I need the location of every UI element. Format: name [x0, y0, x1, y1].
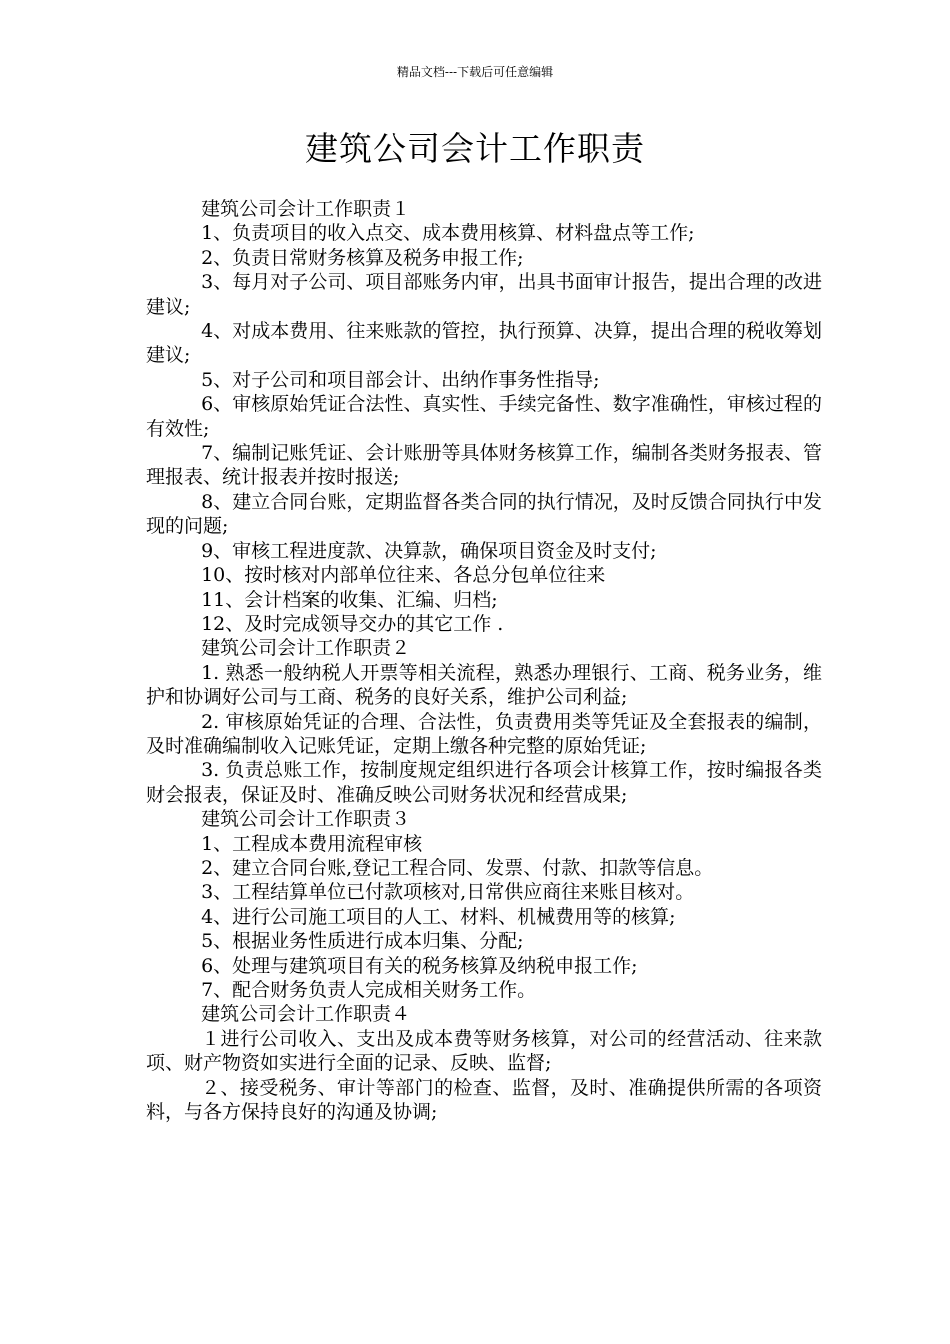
duty-item: ２、接受税务、审计等部门的检查、监督，及时、准确提供所需的各项资料，与各方保持良好的沟通及协调;	[146, 1076, 822, 1124]
duty-item: 1. 熟悉一般纳税人开票等相关流程，熟悉办理银行、工商、税务业务，维护和协调好公司与工商、税务的良好关系，维护公司利益;	[146, 661, 822, 709]
section-heading: 建筑公司会计工作职责２	[201, 637, 411, 660]
document-title: 建筑公司会计工作职责	[305, 129, 645, 168]
section-heading: 建筑公司会计工作职责１	[201, 198, 411, 220]
duty-item: 2. 审核原始凭证的合理、合法性，负责费用类等凭证及全套报表的编制，及时准确编制收入记账凭证，定期上缴各种完整的原始凭证;	[146, 710, 822, 757]
duty-item: 1、工程成本费用流程审核	[201, 832, 423, 855]
duty-item: 3、工程结算单位已付款项核对,日常供应商往来账目核对。	[201, 881, 695, 904]
duty-item: 8、建立合同台账，定期监督各类合同的执行情况，及时反馈合同执行中发现的问题;	[146, 490, 822, 538]
duty-item: 10、按时核对内部单位往来、各总分包单位往来	[201, 564, 606, 587]
duty-item: 9、审核工程进度款、决算款，确保项目资金及时支付;	[201, 539, 657, 562]
duty-item: 11、会计档案的收集、汇编、归档;	[201, 588, 498, 611]
duty-item: 2、负责日常财务核算及税务申报工作;	[201, 246, 524, 269]
duty-item: 7、编制记账凭证、会计账册等具体财务核算工作，编制各类财务报表、管理报表、统计报表并按时报送;	[146, 442, 822, 489]
duty-item: 1、负责项目的收入点交、成本费用核算、材料盘点等工作;	[201, 222, 695, 245]
duty-item: 7、配合财务负责人完成相关财务工作。	[201, 979, 537, 1001]
duty-item: 2、建立合同台账,登记工程合同、发票、付款、扣款等信息。	[201, 856, 714, 879]
page-header-note: 精品文档---下载后可任意编辑	[396, 65, 554, 79]
duty-item: 4、对成本费用、往来账款的管控，执行预算、决算，提出合理的税收筹划建议;	[146, 320, 822, 367]
duty-item: 6、审核原始凭证合法性、真实性、手续完备性、数字准确性，审核过程的有效性;	[146, 393, 822, 440]
duty-item: 5、对子公司和项目部会计、出纳作事务性指导;	[201, 368, 600, 391]
duty-item: 12、及时完成领导交办的其它工作 .	[201, 612, 504, 635]
duty-item: １进行公司收入、支出及成本费等财务核算，对公司的经营活动、往来款项、财产物资如实进行全面的记录、反映、监督;	[146, 1027, 822, 1075]
duty-item: 3、每月对子公司、项目部账务内审，出具书面审计报告，提出合理的改进建议;	[146, 271, 822, 318]
section-heading: 建筑公司会计工作职责３	[201, 808, 411, 831]
duty-item: 5、根据业务性质进行成本归集、分配;	[201, 930, 524, 953]
document-body	[146, 197, 822, 1124]
duty-item: 4、进行公司施工项目的人工、材料、机械费用等的核算;	[201, 905, 676, 928]
section-heading: 建筑公司会计工作职责４	[201, 1003, 411, 1026]
duty-item: 3. 负责总账工作，按制度规定组织进行各项会计核算工作，按时编报各类财会报表，保证及时、准确反映公司财务状况和经营成果;	[146, 759, 822, 806]
duty-item: 6、处理与建筑项目有关的税务核算及纳税申报工作;	[201, 954, 638, 977]
